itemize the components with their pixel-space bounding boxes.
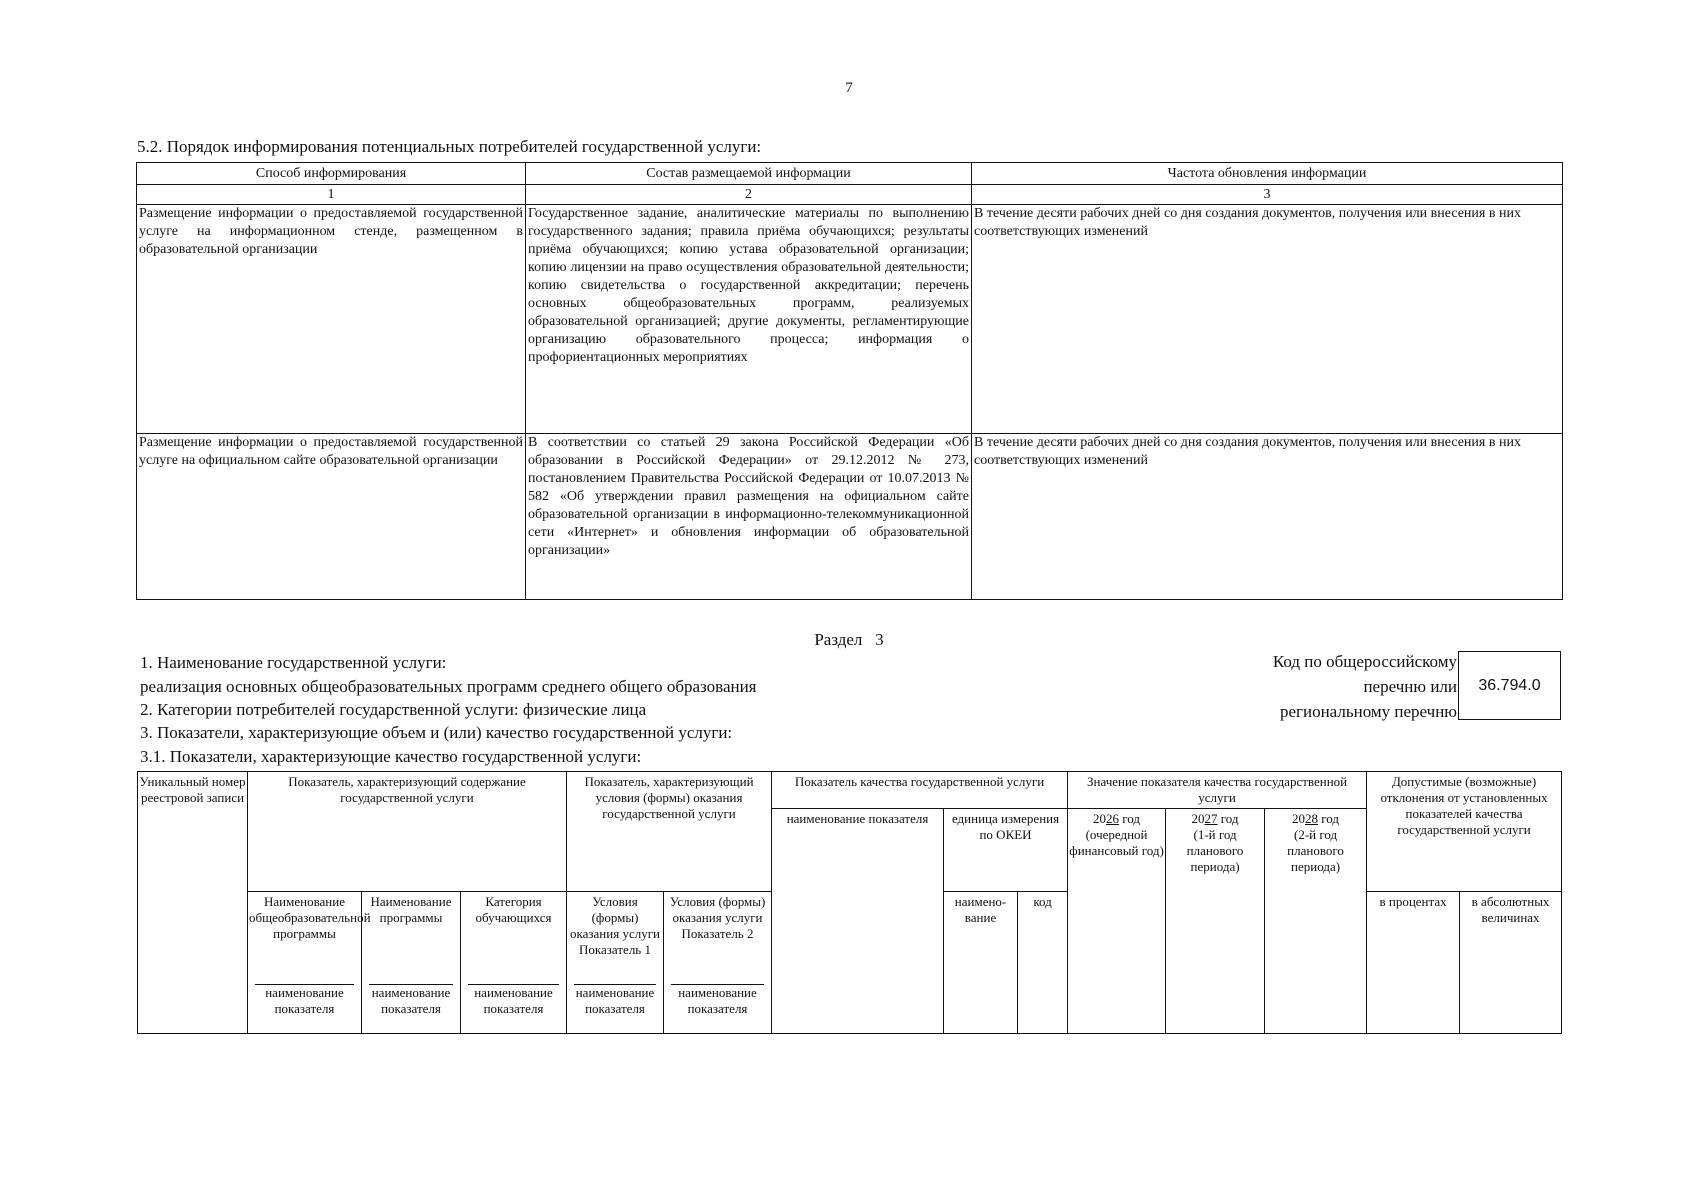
sub-header-condition-2 <box>664 892 772 1034</box>
sub-header-programs <box>362 892 461 1034</box>
unit-name-header: наимено-вание <box>944 892 1018 1034</box>
indicator-name-label: наименование показателя <box>371 985 451 1016</box>
column-header-method: Способ информирования <box>137 163 526 185</box>
year-note: (1-й год планового периода) <box>1186 827 1244 874</box>
year-note: (очередной финансовый год) <box>1069 827 1164 858</box>
consumer-categories: 2. Категории потребителей государственной услуги: физические лица <box>140 700 647 719</box>
deviation-header: Допустимые (возможные) отклонения от установленных показателей качества государственной услуги <box>1367 772 1562 892</box>
code-label-line1: Код по общероссийскому <box>1272 652 1457 671</box>
indicator-name-label: наименование показателя <box>678 985 757 1016</box>
content-indicator-header: Показатель, характеризующий содержание государственной услуги <box>248 772 567 892</box>
indicator-name-label: наименование показателя <box>575 985 655 1016</box>
sub-header-label: Категория обучающихся <box>475 894 552 925</box>
indicator-name-header: наименование показателя <box>772 809 944 1034</box>
service-name-label: 1. Наименование государственной услуги: <box>140 653 447 672</box>
year-prefix: 20 <box>1191 811 1205 826</box>
year-value: 28 <box>1305 811 1319 826</box>
column-number: 1 <box>137 185 526 205</box>
sub-header-label: Наименование программы <box>370 894 452 925</box>
indicator-name-label: наименование показателя <box>265 985 344 1016</box>
info-frequency: В течение десяти рабочих дней со дня создания документов, получения или внесения в них соответствующих изменений <box>972 434 1563 600</box>
year-suffix: год <box>1217 811 1239 826</box>
year-suffix: год <box>1119 811 1141 826</box>
indicator-value-header: Значение показателя качества государственной услуги <box>1068 772 1367 809</box>
sub-header-program-name <box>248 892 371 1034</box>
page-number: 7 <box>845 80 853 96</box>
deviation-percent-header: в процентах <box>1367 892 1460 1034</box>
table-row <box>137 434 1563 600</box>
year-value: 27 <box>1204 811 1218 826</box>
unit-code-header: код <box>1018 892 1068 1034</box>
year-value: 26 <box>1106 811 1120 826</box>
info-method: Размещение информации о предоставляемой государственной услуге на официальном сайте образовательной организации <box>137 434 526 600</box>
column-header-content: Состав размещаемой информации <box>526 163 972 185</box>
table-row <box>137 205 1563 434</box>
info-content: В соответствии со статьей 29 закона Российской Федерации «Об образовании в Российской Федерации» от 29.12.2012 № 273, постановлением Правительства Российской Федерации от 10.07.2013 № 582 «Об утверждении правил размещения на официальном сайте образовательной организации в информационно-телекоммуникационной сети «Интернет» и обновления информации об образовательной организации» <box>526 434 972 600</box>
unique-number-header: Уникальный номер реестровой записи <box>138 772 248 1034</box>
info-content: Государственное задание, аналитические материалы по выполнению государственного задания; правила приёма обучающихся; результаты приёма обучающихся; копию устава образовательной организации; копию лицензии на право осуществления образовательной деятельности; копию свидетельства о государственной аккредитации; перечень основных общеобразовательных программ, реализуемых образовательной организацией; другие документы, регламентирующие организацию образовательного процесса; информация о профориентационных мероприятиях <box>526 205 972 434</box>
sub-header-condition-1 <box>567 892 664 1034</box>
unit-header: единица измерения по ОКЕИ <box>944 809 1068 892</box>
info-method: Размещение информации о предоставляемой государственной услуге на информационном стенде, размещенном в образовательной организации <box>137 205 526 434</box>
year-prefix: 20 <box>1093 811 1107 826</box>
code-label-line2: перечню или <box>1363 677 1457 696</box>
sub-header-label: Условия (формы) оказания услуги Показатель 2 <box>669 894 766 941</box>
sub-header-category <box>461 892 567 1034</box>
indicators-heading: 3. Показатели, характеризующие объем и (или) качество государственной услуги: <box>140 723 733 742</box>
quality-indicator-header: Показатель качества государственной услуги <box>772 772 1068 809</box>
quality-indicators-heading: 3.1. Показатели, характеризующие качество государственной услуги: <box>140 747 642 766</box>
quality-table <box>137 771 1562 1034</box>
indicator-name-label: наименование показателя <box>474 985 553 1016</box>
section-title: Раздел 3 <box>814 630 884 649</box>
registry-code-box: 36.794.0 <box>1458 651 1561 720</box>
year-note: (2-й год планового периода) <box>1287 827 1344 874</box>
deviation-absolute-header: в абсолютных величинах <box>1460 892 1562 1034</box>
service-name: реализация основных общеобразовательных программ среднего общего образования <box>140 677 757 696</box>
year-2-header <box>1166 809 1265 1034</box>
year-3-header <box>1265 809 1367 1034</box>
conditions-indicator-header: Показатель, характеризующий условия (формы) оказания государственной услуги <box>567 772 772 892</box>
column-number: 2 <box>526 185 972 205</box>
sub-header-label: Наименование общеобразовательной программы <box>249 894 371 941</box>
column-header-frequency: Частота обновления информации <box>972 163 1563 185</box>
sub-header-label: Условия (формы) оказания услуги Показатель 1 <box>570 894 660 957</box>
year-1-header <box>1068 809 1166 1034</box>
year-prefix: 20 <box>1292 811 1306 826</box>
column-number: 3 <box>972 185 1563 205</box>
info-frequency: В течение десяти рабочих дней со дня создания документов, получения или внесения в них соответствующих изменений <box>972 205 1563 434</box>
code-label-line3: региональному перечню <box>1279 702 1457 721</box>
year-suffix: год <box>1318 811 1340 826</box>
info-table <box>136 162 1563 600</box>
section-5-2-heading: 5.2. Порядок информирования потенциальных потребителей государственной услуги: <box>137 137 762 156</box>
